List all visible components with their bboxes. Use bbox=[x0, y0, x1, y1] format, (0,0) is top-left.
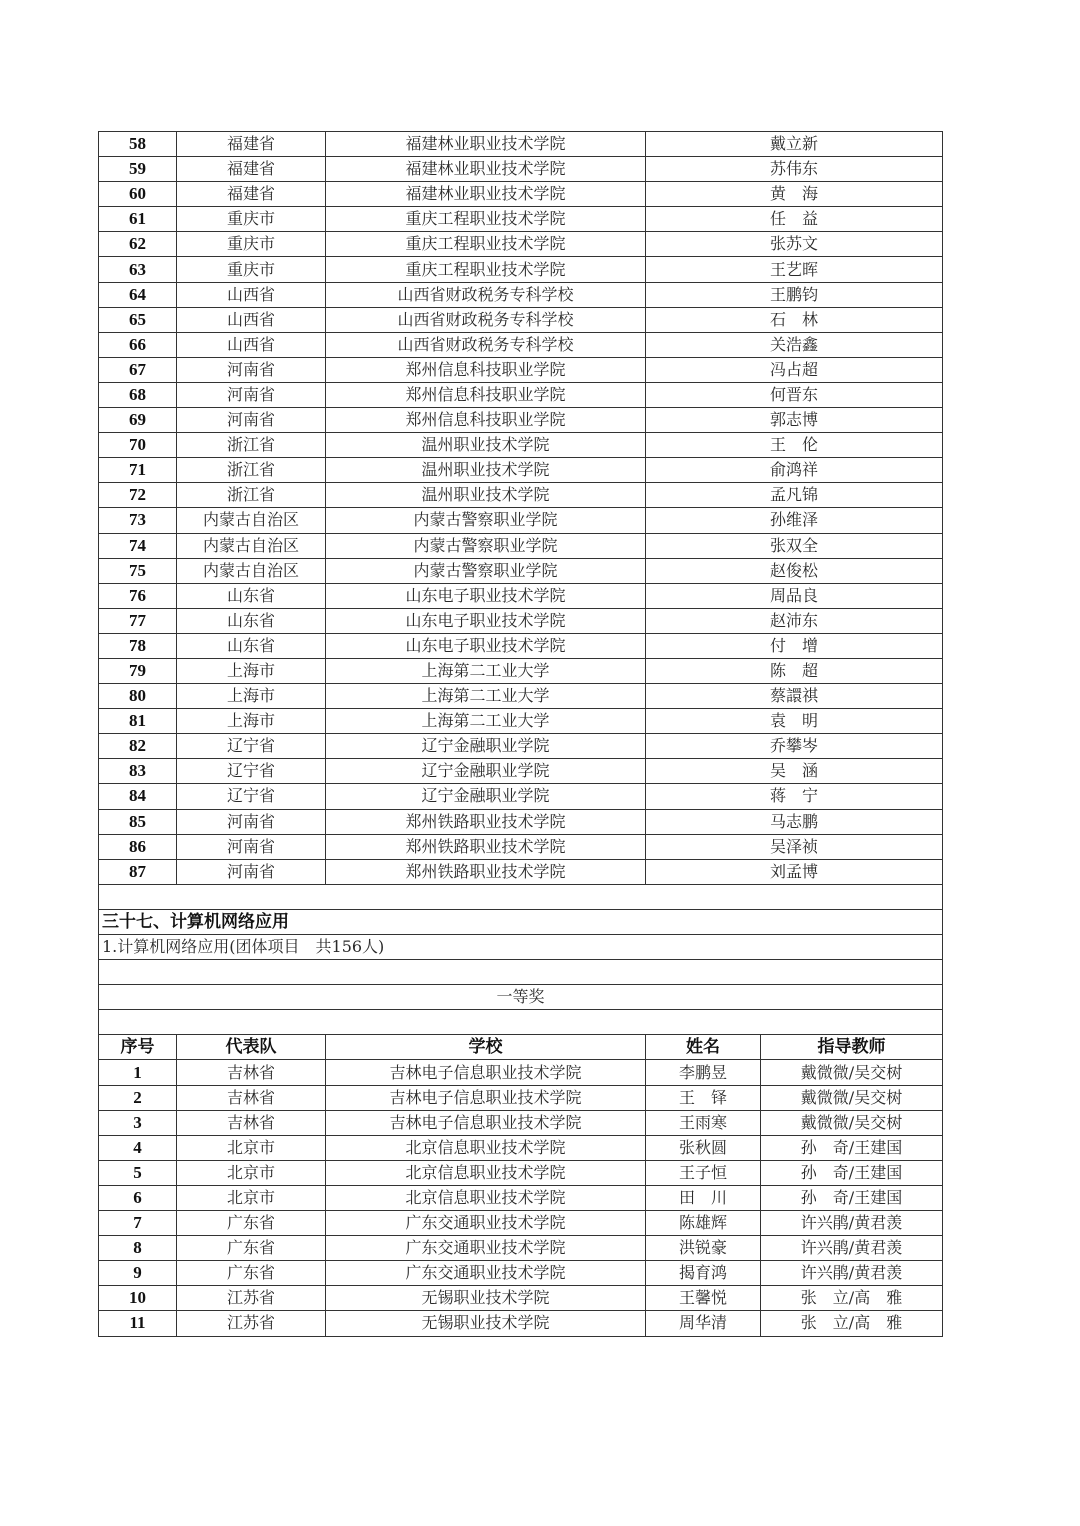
table-row bbox=[99, 257, 943, 282]
team-cell: 北京市 bbox=[177, 1185, 326, 1210]
name-cell: 田 川 bbox=[646, 1185, 761, 1210]
name-cell: 关浩鑫 bbox=[646, 332, 943, 357]
name-cell: 周华清 bbox=[646, 1311, 761, 1336]
row-number: 76 bbox=[99, 583, 177, 608]
table-row bbox=[99, 382, 943, 407]
blank-row bbox=[99, 1010, 943, 1035]
table-row bbox=[99, 508, 943, 533]
name-cell: 苏伟东 bbox=[646, 157, 943, 182]
table-row bbox=[99, 834, 943, 859]
name-cell: 王馨悦 bbox=[646, 1286, 761, 1311]
table-row bbox=[99, 1085, 943, 1110]
team-cell: 山西省 bbox=[177, 332, 326, 357]
team-cell: 辽宁省 bbox=[177, 784, 326, 809]
team-cell: 山东省 bbox=[177, 583, 326, 608]
row-number: 63 bbox=[99, 257, 177, 282]
table-header-row bbox=[99, 1035, 943, 1060]
header-team: 代表队 bbox=[177, 1035, 326, 1060]
team-cell: 吉林省 bbox=[177, 1110, 326, 1135]
name-cell: 王子恒 bbox=[646, 1160, 761, 1185]
table-row bbox=[99, 207, 943, 232]
team-cell: 河南省 bbox=[177, 382, 326, 407]
school-cell: 温州职业技术学院 bbox=[326, 458, 646, 483]
team-cell: 浙江省 bbox=[177, 433, 326, 458]
name-cell: 袁 明 bbox=[646, 709, 943, 734]
table-row bbox=[99, 307, 943, 332]
name-cell: 揭育鸿 bbox=[646, 1261, 761, 1286]
name-cell: 孙维泽 bbox=[646, 508, 943, 533]
school-cell: 福建林业职业技术学院 bbox=[326, 182, 646, 207]
table-row bbox=[99, 1160, 943, 1185]
table-row bbox=[99, 433, 943, 458]
table-row bbox=[99, 232, 943, 257]
teacher-cell: 戴微微/吴交树 bbox=[761, 1085, 943, 1110]
school-cell: 辽宁金融职业学院 bbox=[326, 784, 646, 809]
table-row bbox=[99, 583, 943, 608]
table-row bbox=[99, 282, 943, 307]
row-number: 85 bbox=[99, 809, 177, 834]
name-cell: 郭志博 bbox=[646, 408, 943, 433]
school-cell: 郑州信息科技职业学院 bbox=[326, 357, 646, 382]
row-number: 9 bbox=[99, 1261, 177, 1286]
team-cell: 河南省 bbox=[177, 834, 326, 859]
section-subtitle-row bbox=[99, 935, 943, 960]
header-teacher: 指导教师 bbox=[761, 1035, 943, 1060]
school-cell: 北京信息职业技术学院 bbox=[326, 1135, 646, 1160]
name-cell: 赵沛东 bbox=[646, 608, 943, 633]
name-cell: 陈 超 bbox=[646, 658, 943, 683]
school-cell: 郑州信息科技职业学院 bbox=[326, 408, 646, 433]
blank-cell bbox=[99, 960, 943, 985]
team-cell: 山东省 bbox=[177, 633, 326, 658]
table-row bbox=[99, 784, 943, 809]
row-number: 77 bbox=[99, 608, 177, 633]
team-cell: 内蒙古自治区 bbox=[177, 558, 326, 583]
school-cell: 上海第二工业大学 bbox=[326, 709, 646, 734]
blank-cell bbox=[99, 1010, 943, 1035]
row-number: 6 bbox=[99, 1185, 177, 1210]
section-title: 三十七、计算机网络应用 bbox=[99, 909, 943, 934]
team-cell: 山西省 bbox=[177, 307, 326, 332]
school-cell: 山西省财政税务专科学校 bbox=[326, 307, 646, 332]
team-cell: 河南省 bbox=[177, 859, 326, 884]
name-cell: 张双全 bbox=[646, 533, 943, 558]
team-cell: 重庆市 bbox=[177, 257, 326, 282]
row-number: 11 bbox=[99, 1311, 177, 1336]
row-number: 84 bbox=[99, 784, 177, 809]
row-number: 66 bbox=[99, 332, 177, 357]
row-number: 73 bbox=[99, 508, 177, 533]
name-cell: 周品良 bbox=[646, 583, 943, 608]
table-row bbox=[99, 1060, 943, 1085]
school-cell: 内蒙古警察职业学院 bbox=[326, 533, 646, 558]
name-cell: 王艺晖 bbox=[646, 257, 943, 282]
school-cell: 山西省财政税务专科学校 bbox=[326, 332, 646, 357]
school-cell: 吉林电子信息职业技术学院 bbox=[326, 1110, 646, 1135]
name-cell: 王 伦 bbox=[646, 433, 943, 458]
name-cell: 陈雄辉 bbox=[646, 1211, 761, 1236]
team-cell: 重庆市 bbox=[177, 232, 326, 257]
teacher-cell: 许兴鹃/黄君羡 bbox=[761, 1261, 943, 1286]
table-row bbox=[99, 709, 943, 734]
school-cell: 内蒙古警察职业学院 bbox=[326, 558, 646, 583]
table-row bbox=[99, 1211, 943, 1236]
name-cell: 蔡譞祺 bbox=[646, 684, 943, 709]
school-cell: 广东交通职业技术学院 bbox=[326, 1236, 646, 1261]
name-cell: 赵俊松 bbox=[646, 558, 943, 583]
table-row bbox=[99, 1311, 943, 1336]
row-number: 1 bbox=[99, 1060, 177, 1085]
row-number: 72 bbox=[99, 483, 177, 508]
row-number: 80 bbox=[99, 684, 177, 709]
table-row bbox=[99, 1236, 943, 1261]
school-cell: 辽宁金融职业学院 bbox=[326, 759, 646, 784]
table-row bbox=[99, 182, 943, 207]
section-subtitle: 1.计算机网络应用(团体项目 共156人) bbox=[99, 935, 943, 960]
table-row bbox=[99, 483, 943, 508]
blank-row bbox=[99, 884, 943, 909]
school-cell: 北京信息职业技术学院 bbox=[326, 1160, 646, 1185]
school-cell: 无锡职业技术学院 bbox=[326, 1311, 646, 1336]
table-row bbox=[99, 132, 943, 157]
name-cell: 张秋圆 bbox=[646, 1135, 761, 1160]
school-cell: 重庆工程职业技术学院 bbox=[326, 232, 646, 257]
table-row bbox=[99, 658, 943, 683]
first-prize-body bbox=[99, 1060, 943, 1336]
school-cell: 上海第二工业大学 bbox=[326, 684, 646, 709]
row-number: 5 bbox=[99, 1160, 177, 1185]
row-number: 81 bbox=[99, 709, 177, 734]
team-cell: 内蒙古自治区 bbox=[177, 508, 326, 533]
row-number: 59 bbox=[99, 157, 177, 182]
name-cell: 黄 海 bbox=[646, 182, 943, 207]
name-cell: 俞鸿祥 bbox=[646, 458, 943, 483]
table-row bbox=[99, 759, 943, 784]
header-school: 学校 bbox=[326, 1035, 646, 1060]
teacher-cell: 许兴鹃/黄君羡 bbox=[761, 1211, 943, 1236]
team-cell: 浙江省 bbox=[177, 483, 326, 508]
award-level: 一等奖 bbox=[99, 985, 943, 1010]
name-cell: 乔攀岑 bbox=[646, 734, 943, 759]
school-cell: 无锡职业技术学院 bbox=[326, 1286, 646, 1311]
row-number: 87 bbox=[99, 859, 177, 884]
name-cell: 王 铎 bbox=[646, 1085, 761, 1110]
table-row bbox=[99, 1286, 943, 1311]
teacher-cell: 张 立/高 雅 bbox=[761, 1286, 943, 1311]
row-number: 60 bbox=[99, 182, 177, 207]
school-cell: 郑州信息科技职业学院 bbox=[326, 382, 646, 407]
row-number: 64 bbox=[99, 282, 177, 307]
row-number: 69 bbox=[99, 408, 177, 433]
row-number: 71 bbox=[99, 458, 177, 483]
name-cell: 刘孟博 bbox=[646, 859, 943, 884]
table-row bbox=[99, 157, 943, 182]
table-row bbox=[99, 408, 943, 433]
table-row bbox=[99, 1110, 943, 1135]
name-cell: 石 林 bbox=[646, 307, 943, 332]
row-number: 83 bbox=[99, 759, 177, 784]
school-cell: 吉林电子信息职业技术学院 bbox=[326, 1060, 646, 1085]
table-row bbox=[99, 1185, 943, 1210]
school-cell: 郑州铁路职业技术学院 bbox=[326, 809, 646, 834]
row-number: 82 bbox=[99, 734, 177, 759]
teacher-cell: 戴微微/吴交树 bbox=[761, 1110, 943, 1135]
school-cell: 郑州铁路职业技术学院 bbox=[326, 859, 646, 884]
team-cell: 上海市 bbox=[177, 709, 326, 734]
school-cell: 吉林电子信息职业技术学院 bbox=[326, 1085, 646, 1110]
table-row bbox=[99, 684, 943, 709]
name-cell: 张苏文 bbox=[646, 232, 943, 257]
school-cell: 重庆工程职业技术学院 bbox=[326, 207, 646, 232]
section-title-row bbox=[99, 909, 943, 934]
name-cell: 孟凡锦 bbox=[646, 483, 943, 508]
table-row bbox=[99, 357, 943, 382]
row-number: 7 bbox=[99, 1211, 177, 1236]
teacher-cell: 张 立/高 雅 bbox=[761, 1311, 943, 1336]
teacher-cell: 许兴鹃/黄君羡 bbox=[761, 1236, 943, 1261]
section-block bbox=[99, 884, 943, 1060]
team-cell: 河南省 bbox=[177, 809, 326, 834]
table-row bbox=[99, 558, 943, 583]
row-number: 79 bbox=[99, 658, 177, 683]
previous-results-body bbox=[99, 132, 943, 885]
team-cell: 河南省 bbox=[177, 357, 326, 382]
name-cell: 何晋东 bbox=[646, 382, 943, 407]
name-cell: 王鹏钧 bbox=[646, 282, 943, 307]
team-cell: 上海市 bbox=[177, 658, 326, 683]
team-cell: 重庆市 bbox=[177, 207, 326, 232]
school-cell: 内蒙古警察职业学院 bbox=[326, 508, 646, 533]
name-cell: 马志鹏 bbox=[646, 809, 943, 834]
school-cell: 温州职业技术学院 bbox=[326, 483, 646, 508]
teacher-cell: 孙 奇/王建国 bbox=[761, 1160, 943, 1185]
school-cell: 山西省财政税务专科学校 bbox=[326, 282, 646, 307]
school-cell: 北京信息职业技术学院 bbox=[326, 1185, 646, 1210]
team-cell: 山西省 bbox=[177, 282, 326, 307]
blank-row bbox=[99, 960, 943, 985]
team-cell: 福建省 bbox=[177, 157, 326, 182]
team-cell: 内蒙古自治区 bbox=[177, 533, 326, 558]
table-row bbox=[99, 458, 943, 483]
table-row bbox=[99, 734, 943, 759]
team-cell: 吉林省 bbox=[177, 1060, 326, 1085]
name-cell: 冯占超 bbox=[646, 357, 943, 382]
name-cell: 戴立新 bbox=[646, 132, 943, 157]
team-cell: 北京市 bbox=[177, 1135, 326, 1160]
row-number: 62 bbox=[99, 232, 177, 257]
teacher-cell: 戴微微/吴交树 bbox=[761, 1060, 943, 1085]
row-number: 78 bbox=[99, 633, 177, 658]
school-cell: 山东电子职业技术学院 bbox=[326, 608, 646, 633]
team-cell: 广东省 bbox=[177, 1236, 326, 1261]
school-cell: 广东交通职业技术学院 bbox=[326, 1211, 646, 1236]
row-number: 67 bbox=[99, 357, 177, 382]
table-row bbox=[99, 608, 943, 633]
row-number: 2 bbox=[99, 1085, 177, 1110]
row-number: 74 bbox=[99, 533, 177, 558]
table-row bbox=[99, 859, 943, 884]
school-cell: 山东电子职业技术学院 bbox=[326, 633, 646, 658]
header-no: 序号 bbox=[99, 1035, 177, 1060]
name-cell: 王雨寒 bbox=[646, 1110, 761, 1135]
table-row bbox=[99, 533, 943, 558]
team-cell: 广东省 bbox=[177, 1211, 326, 1236]
row-number: 8 bbox=[99, 1236, 177, 1261]
school-cell: 山东电子职业技术学院 bbox=[326, 583, 646, 608]
name-cell: 吴泽祯 bbox=[646, 834, 943, 859]
row-number: 70 bbox=[99, 433, 177, 458]
blank-cell bbox=[99, 884, 943, 909]
team-cell: 辽宁省 bbox=[177, 734, 326, 759]
team-cell: 山东省 bbox=[177, 608, 326, 633]
name-cell: 李鹏昱 bbox=[646, 1060, 761, 1085]
award-table bbox=[98, 131, 943, 1337]
school-cell: 福建林业职业技术学院 bbox=[326, 157, 646, 182]
name-cell: 任 益 bbox=[646, 207, 943, 232]
name-cell: 洪锐豪 bbox=[646, 1236, 761, 1261]
name-cell: 蒋 宁 bbox=[646, 784, 943, 809]
team-cell: 辽宁省 bbox=[177, 759, 326, 784]
table-row bbox=[99, 1261, 943, 1286]
header-name: 姓名 bbox=[646, 1035, 761, 1060]
school-cell: 辽宁金融职业学院 bbox=[326, 734, 646, 759]
row-number: 65 bbox=[99, 307, 177, 332]
team-cell: 福建省 bbox=[177, 132, 326, 157]
table-row bbox=[99, 332, 943, 357]
school-cell: 郑州铁路职业技术学院 bbox=[326, 834, 646, 859]
teacher-cell: 孙 奇/王建国 bbox=[761, 1135, 943, 1160]
school-cell: 重庆工程职业技术学院 bbox=[326, 257, 646, 282]
row-number: 68 bbox=[99, 382, 177, 407]
row-number: 61 bbox=[99, 207, 177, 232]
team-cell: 上海市 bbox=[177, 684, 326, 709]
name-cell: 吴 涵 bbox=[646, 759, 943, 784]
team-cell: 浙江省 bbox=[177, 458, 326, 483]
team-cell: 吉林省 bbox=[177, 1085, 326, 1110]
row-number: 86 bbox=[99, 834, 177, 859]
school-cell: 上海第二工业大学 bbox=[326, 658, 646, 683]
team-cell: 福建省 bbox=[177, 182, 326, 207]
name-cell: 付 增 bbox=[646, 633, 943, 658]
team-cell: 广东省 bbox=[177, 1261, 326, 1286]
row-number: 4 bbox=[99, 1135, 177, 1160]
team-cell: 河南省 bbox=[177, 408, 326, 433]
row-number: 75 bbox=[99, 558, 177, 583]
table-row bbox=[99, 1135, 943, 1160]
row-number: 10 bbox=[99, 1286, 177, 1311]
table-row bbox=[99, 633, 943, 658]
teacher-cell: 孙 奇/王建国 bbox=[761, 1185, 943, 1210]
row-number: 3 bbox=[99, 1110, 177, 1135]
row-number: 58 bbox=[99, 132, 177, 157]
school-cell: 福建林业职业技术学院 bbox=[326, 132, 646, 157]
team-cell: 江苏省 bbox=[177, 1286, 326, 1311]
table-row bbox=[99, 809, 943, 834]
school-cell: 广东交通职业技术学院 bbox=[326, 1261, 646, 1286]
team-cell: 北京市 bbox=[177, 1160, 326, 1185]
award-level-row bbox=[99, 985, 943, 1010]
school-cell: 温州职业技术学院 bbox=[326, 433, 646, 458]
team-cell: 江苏省 bbox=[177, 1311, 326, 1336]
